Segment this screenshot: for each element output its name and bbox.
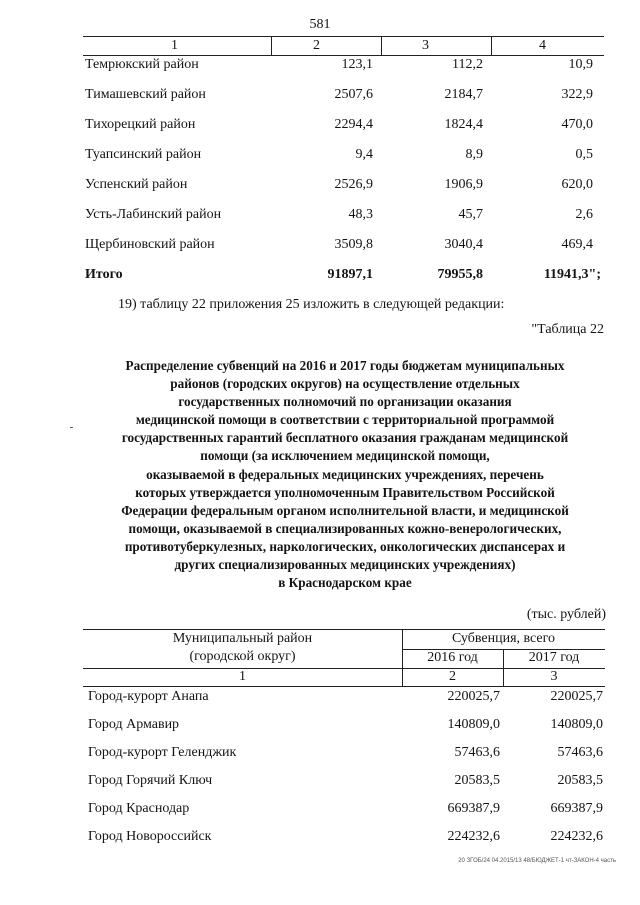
table-row — [85, 57, 605, 77]
total-col-2: 91897,1 — [327, 267, 373, 282]
municipality-name: Город Горячий Ключ — [88, 773, 213, 788]
title-line: Распределение субвенций на 2016 и 2017 годы бюджетам муниципальных — [125, 358, 565, 373]
value-col-2: 2507,6 — [334, 87, 373, 102]
value-2017: 140809,0 — [550, 717, 603, 732]
total-col-4: 11941,3"; — [543, 267, 601, 282]
title-line: медицинской помощи в соответствии с территориальной программой — [135, 412, 555, 428]
value-2017: 220025,7 — [550, 689, 603, 704]
table-row — [85, 237, 605, 257]
header-num-1: 1 — [239, 669, 246, 684]
district-name: Темрюкский район — [85, 57, 199, 72]
table-row — [85, 207, 605, 227]
header-year-2017: 2017 год — [528, 650, 580, 665]
value-2016: 57463,6 — [454, 745, 500, 760]
title-line: оказываемой в федеральных медицинских учреждениях, перечень — [146, 466, 544, 482]
district-name: Туапсинский район — [85, 147, 202, 162]
value-col-3: 112,2 — [452, 57, 483, 72]
value-2017: 57463,6 — [557, 745, 603, 760]
value-col-4: 620,0 — [561, 177, 593, 192]
column-divider — [271, 37, 272, 55]
value-col-3: 1906,9 — [444, 177, 483, 192]
value-col-2: 2526,9 — [334, 177, 373, 192]
value-col-4: 469,4 — [561, 237, 593, 252]
units-label: (тыс. рублей) — [526, 607, 606, 622]
title-line: в Краснодарском крае — [278, 575, 412, 591]
header-subvention-total: Субвенция, всего — [451, 631, 556, 646]
document-footer: 20 ЗГОБ/24 04.2015/13 48/БЮДЖЕТ-1 чт-ЗАКОН-4 часть — [458, 858, 616, 864]
top-col-4-num: 4 — [539, 38, 546, 53]
district-name: Щербиновский район — [85, 237, 215, 252]
table-row — [85, 87, 605, 107]
value-2017: 669387,9 — [550, 801, 603, 816]
page-number: 581 — [309, 17, 331, 32]
total-label: Итого — [85, 267, 123, 282]
value-2017: 20583,5 — [557, 773, 603, 788]
value-col-4: 0,5 — [575, 147, 593, 162]
table-reference: "Таблица 22 — [531, 322, 604, 337]
municipality-name: Город-курорт Геленджик — [88, 745, 237, 760]
value-col-3: 45,7 — [458, 207, 483, 222]
value-col-2: 3509,8 — [334, 237, 373, 252]
title-line: других специализированных медицинских учреждениях) — [174, 557, 516, 573]
column-divider — [381, 37, 382, 55]
header-num-2: 2 — [449, 669, 456, 684]
value-2016: 669387,9 — [447, 801, 500, 816]
total-row — [85, 267, 605, 287]
top-col-3-num: 3 — [422, 38, 429, 53]
value-col-4: 322,9 — [561, 87, 593, 102]
value-col-4: 470,0 — [561, 117, 593, 132]
header-municipality-sub: (городской округ) — [189, 649, 296, 664]
subvention-table-header — [83, 629, 605, 687]
table-row — [85, 117, 605, 137]
municipality-name: Город Армавир — [88, 717, 180, 732]
title-line: Федерации федеральным органом исполнительной власти, и медицинской — [121, 502, 569, 518]
top-col-1-num: 1 — [171, 38, 178, 53]
value-2016: 220025,7 — [447, 689, 500, 704]
value-col-2: 9,4 — [355, 147, 373, 162]
title-line: противотуберкулезных, наркологических, онкологических диспансерах и — [124, 538, 566, 554]
value-col-4: 10,9 — [568, 57, 593, 72]
title-line: которых утверждается уполномоченным Правительством Российской — [135, 484, 555, 500]
table-row — [88, 689, 603, 709]
value-col-3: 3040,4 — [444, 237, 483, 252]
table-title — [84, 357, 606, 592]
table-row — [88, 773, 603, 793]
table-row — [88, 717, 603, 737]
value-2016: 20583,5 — [454, 773, 500, 788]
municipality-name: Город Краснодар — [88, 801, 190, 816]
title-line: государственных гарантий бесплатного оказания гражданам медицинской — [121, 430, 569, 446]
header-num-3: 3 — [550, 669, 558, 684]
top-col-2-num: 2 — [313, 38, 320, 53]
header-year-2016: 2016 год — [427, 650, 478, 665]
table-row — [88, 745, 603, 765]
district-name: Тимашевский район — [85, 87, 206, 102]
value-col-3: 8,9 — [465, 147, 483, 162]
municipality-name: Город Новороссийск — [88, 829, 212, 844]
value-2016: 224232,6 — [447, 829, 500, 844]
district-name: Усть-Лабинский район — [85, 207, 222, 222]
margin-mark — [70, 427, 73, 428]
value-col-4: 2,6 — [575, 207, 593, 222]
amendment-paragraph: 19) таблицу 22 приложения 25 изложить в следующей редакции: — [118, 297, 505, 312]
top-table-header — [83, 36, 604, 56]
total-col-3: 79955,8 — [437, 267, 483, 282]
table-row — [88, 801, 603, 821]
value-col-2: 123,1 — [341, 57, 373, 72]
value-col-3: 2184,7 — [444, 87, 483, 102]
table-row — [85, 177, 605, 197]
header-municipality: Муниципальный район — [172, 631, 313, 646]
district-name: Тихорецкий район — [85, 117, 196, 132]
table-row — [85, 147, 605, 167]
value-col-2: 48,3 — [348, 207, 373, 222]
value-col-2: 2294,4 — [334, 117, 373, 132]
title-line: помощи, оказываемой в специализированных кожно-венерологических, — [128, 520, 562, 536]
title-line: помощи (за исключением медицинской помощи, — [200, 448, 490, 464]
municipality-name: Город-курорт Анапа — [88, 689, 209, 704]
district-name: Успенский район — [85, 177, 188, 192]
title-line: районов (городских округов) на осуществление отдельных — [170, 376, 520, 392]
column-divider — [491, 37, 492, 55]
table-row — [88, 829, 603, 849]
value-2017: 224232,6 — [550, 829, 603, 844]
value-col-3: 1824,4 — [444, 117, 483, 132]
title-line: государственных полномочий по организации оказания — [178, 394, 512, 410]
value-2016: 140809,0 — [447, 717, 500, 732]
